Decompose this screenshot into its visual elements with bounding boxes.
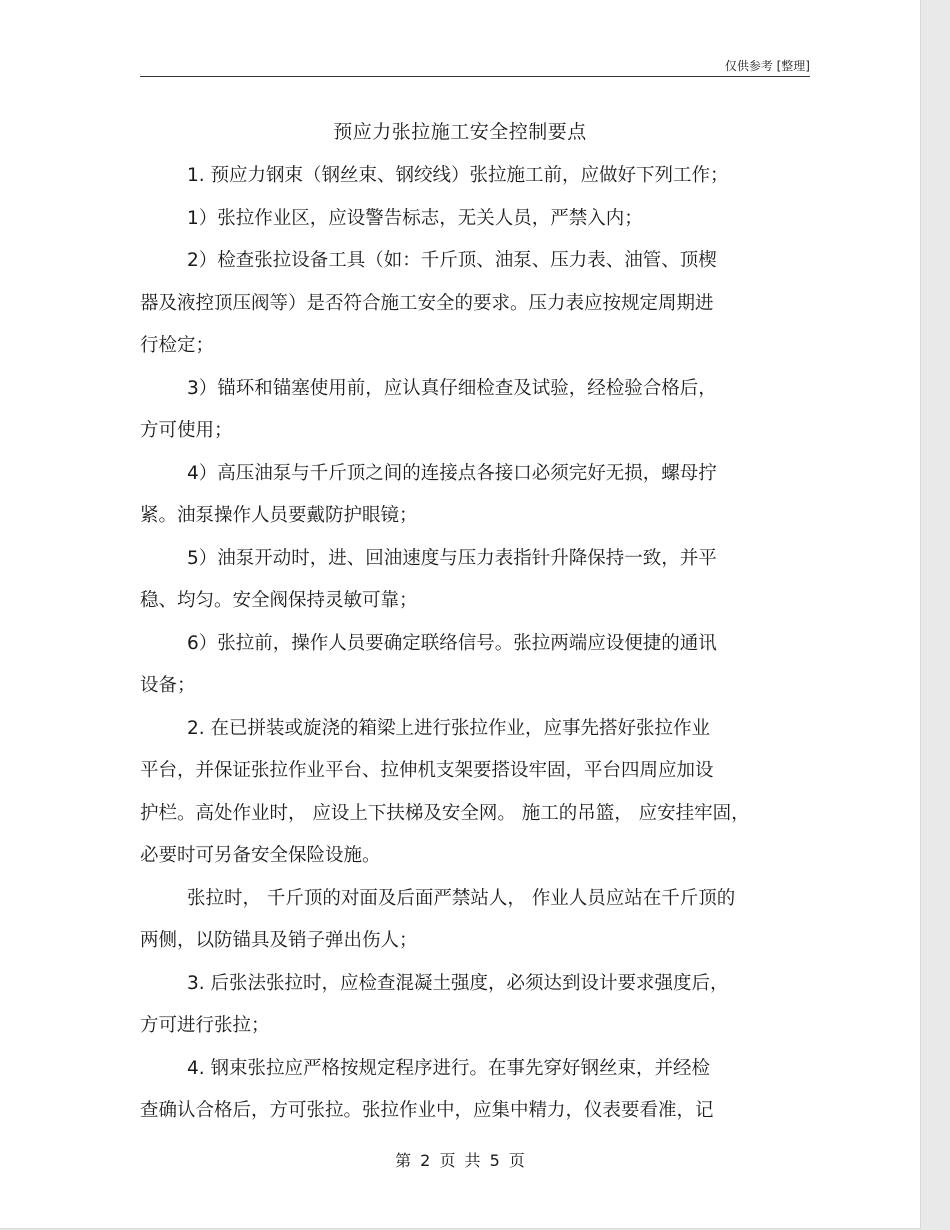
page-number-footer: 第 2 页 共 5 页 — [395, 1151, 525, 1170]
body-line: 1）张拉作业区，应设警告标志，无关人员，严禁入内； — [187, 207, 643, 229]
body-line: 必要时可另备安全保险设施。 — [140, 845, 381, 866]
body-line: 设备； — [140, 675, 196, 696]
body-line: 2）检查张拉设备工具（如：千斤顶、油泵、压力表、油管、顶楔 — [187, 250, 717, 271]
body-line: 4）高压油泵与千斤顶之间的连接点各接口必须完好无损，螺母拧 — [187, 462, 717, 484]
document-body — [140, 155, 820, 1133]
body-line: 紧。油泵操作人员要戴防护眼镜； — [140, 505, 418, 526]
body-line: 方可进行张拉； — [140, 1015, 270, 1036]
document-title: 预应力张拉施工安全控制要点 — [333, 121, 587, 143]
body-line: 张拉时， 千斤顶的对面及后面严禁站人， 作业人员应站在千斤顶的 — [187, 887, 736, 909]
body-line: 查确认合格后，方可张拉。张拉作业中，应集中精力，仪表要看准，记 — [140, 1100, 714, 1121]
body-line: 行检定； — [140, 335, 215, 356]
body-line: 护栏。高处作业时， 应设上下扶梯及安全网。 施工的吊篮， 应安挂牢固， — [140, 802, 750, 824]
body-line: 平台，并保证张拉作业平台、拉伸机支架要搭设牢固，平台四周应加设 — [140, 760, 714, 781]
body-line: 两侧，以防锚具及销子弹出伤人； — [140, 930, 418, 951]
header-divider — [140, 76, 810, 77]
body-line: 器及液控顶压阀等）是否符合施工安全的要求。压力表应按规定周期进 — [140, 292, 714, 314]
body-line: 5）油泵开动时，进、回油速度与压力表指针升降保持一致，并平 — [187, 547, 717, 569]
body-line: 3）锚环和锚塞使用前，应认真仔细检查及试验，经检验合格后， — [187, 377, 717, 399]
body-line: 6）张拉前，操作人员要确定联络信号。张拉两端应设便捷的通讯 — [187, 632, 717, 654]
header-note: 仅供参考 [整理] — [724, 59, 810, 73]
body-line: 方可使用； — [140, 420, 233, 441]
body-line: 3. 后张法张拉时，应检查混凝土强度，必须达到设计要求强度后， — [187, 972, 729, 994]
body-line: 1. 预应力钢束（钢丝束、钢绞线）张拉施工前，应做好下列工作； — [187, 165, 729, 186]
body-line: 稳、均匀。安全阀保持灵敏可靠； — [140, 590, 418, 611]
body-line: 2. 在已拼装或旋浇的箱梁上进行张拉作业，应事先搭好张拉作业 — [187, 717, 711, 739]
body-line: 4. 钢束张拉应严格按规定程序进行。在事先穿好钢丝束，并经检 — [187, 1057, 711, 1079]
